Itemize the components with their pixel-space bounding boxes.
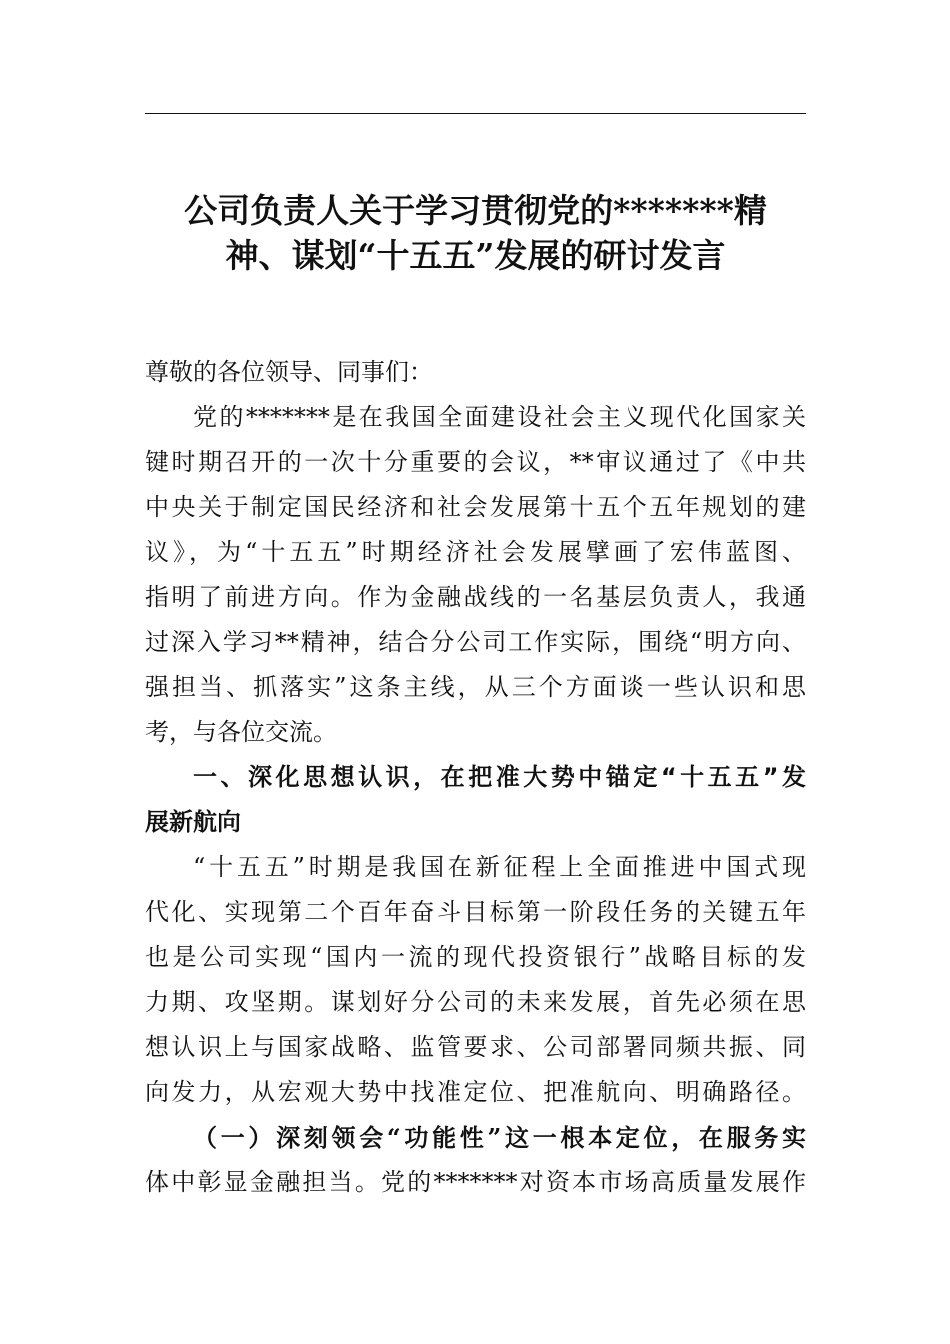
header-rule bbox=[145, 113, 806, 114]
body-line: 中央关于制定国民经济和社会发展第十五个五年规划的建 bbox=[145, 493, 806, 521]
body-line: 力期、攻坚期。谋划好分公司的未来发展，首先必须在思 bbox=[145, 988, 806, 1016]
body-line: 考，与各位交流。 bbox=[145, 718, 337, 746]
body-line: （一）深刻领会“功能性”这一根本定位，在服务实 bbox=[193, 1123, 806, 1152]
body-line: 尊敬的各位领导、同事们： bbox=[145, 358, 433, 386]
body-line: 代化、实现第二个百年奋斗目标第一阶段任务的关键五年 bbox=[145, 898, 806, 926]
title-line-2: 神、谋划“十五五”发展的研讨发言 bbox=[225, 236, 726, 275]
document-body bbox=[145, 350, 806, 1205]
body-line: “十五五”时期是我国在新征程上全面推进中国式现 bbox=[193, 853, 806, 881]
body-line: 过深入学习**精神，结合分公司工作实际，围绕“明方向、 bbox=[145, 628, 806, 656]
body-line: 体中彰显金融担当。党的*******对资本市场高质量发展作 bbox=[145, 1168, 806, 1196]
body-line: 也是公司实现“国内一流的现代投资银行”战略目标的发 bbox=[145, 943, 806, 971]
document-title bbox=[145, 188, 806, 278]
body-line: 党的*******是在我国全面建设社会主义现代化国家关 bbox=[193, 403, 806, 431]
body-line: 向发力，从宏观大势中找准定位、把准航向、明确路径。 bbox=[145, 1078, 806, 1106]
body-line: 想认识上与国家战略、监管要求、公司部署同频共振、同 bbox=[145, 1033, 806, 1061]
title-line-1: 公司负责人关于学习贯彻党的*******精 bbox=[184, 191, 767, 230]
body-line: 强担当、抓落实”这条主线，从三个方面谈一些认识和思 bbox=[145, 673, 806, 701]
body-line: 议》，为“十五五”时期经济社会发展擘画了宏伟蓝图、 bbox=[145, 538, 806, 566]
body-line: 一、深化思想认识，在把准大势中锚定“十五五”发 bbox=[193, 763, 806, 791]
body-line: 展新航向 bbox=[145, 808, 241, 836]
body-line: 键时期召开的一次十分重要的会议，**审议通过了《中共 bbox=[145, 448, 806, 476]
body-line: 指明了前进方向。作为金融战线的一名基层负责人，我通 bbox=[145, 583, 806, 611]
